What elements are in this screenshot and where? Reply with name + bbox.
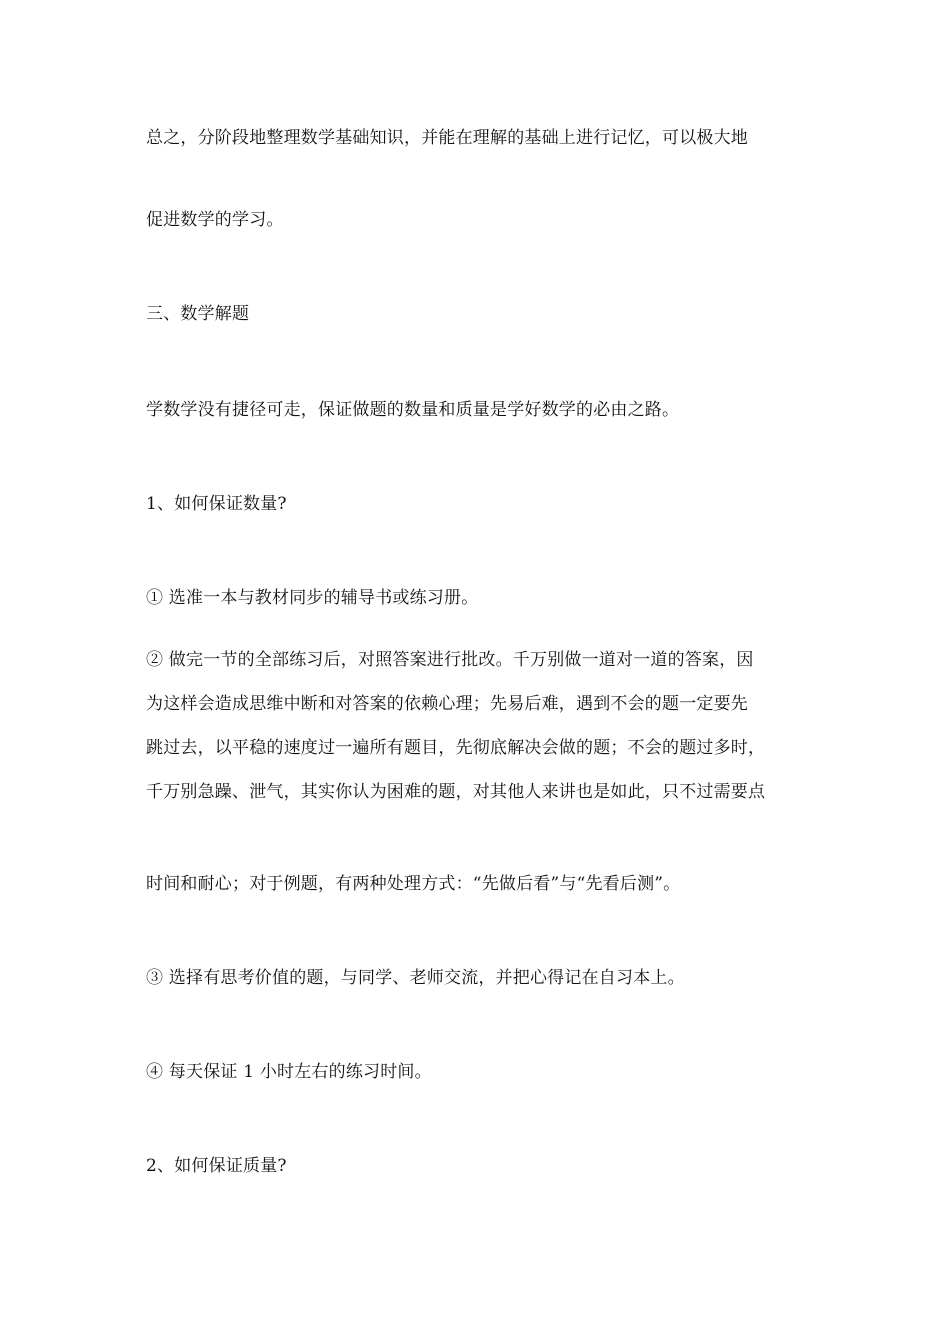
section-heading-math-problem-solving: 三、数学解题	[146, 304, 250, 324]
list-item-2-line-4: 千万别急躁、泄气，其实你认为困难的题，对其他人来讲也是如此，只不过需要点	[146, 782, 766, 802]
list-item-2-line-1: ② 做完一节的全部练习后，对照答案进行批改。千万别做一道对一道的答案，因	[146, 650, 754, 670]
list-item-2-line-2: 为这样会造成思维中断和对答案的依赖心理；先易后难，遇到不会的题一定要先	[146, 694, 748, 714]
list-item-4: ④ 每天保证 1 小时左右的练习时间。	[146, 1062, 432, 1082]
list-item-2-line-3: 跳过去，以平稳的速度过一遍所有题目，先彻底解决会做的题；不会的题过多时，	[146, 738, 766, 758]
list-item-3: ③ 选择有思考价值的题，与同学、老师交流，并把心得记在自习本上。	[146, 968, 685, 988]
subheading-ensure-quality: 2、如何保证质量?	[146, 1156, 287, 1176]
subheading-ensure-quantity: 1、如何保证数量?	[146, 494, 287, 514]
paragraph-summary-line-2: 促进数学的学习。	[146, 210, 284, 230]
list-item-1: ① 选准一本与教材同步的辅导书或练习册。	[146, 588, 479, 608]
paragraph-intro: 学数学没有捷径可走，保证做题的数量和质量是学好数学的必由之路。	[146, 400, 680, 420]
paragraph-summary-line-1: 总之，分阶段地整理数学基础知识，并能在理解的基础上进行记忆，可以极大地	[146, 128, 748, 148]
list-item-2-line-5: 时间和耐心；对于例题，有两种处理方式：“先做后看”与“先看后测”。	[146, 874, 681, 894]
